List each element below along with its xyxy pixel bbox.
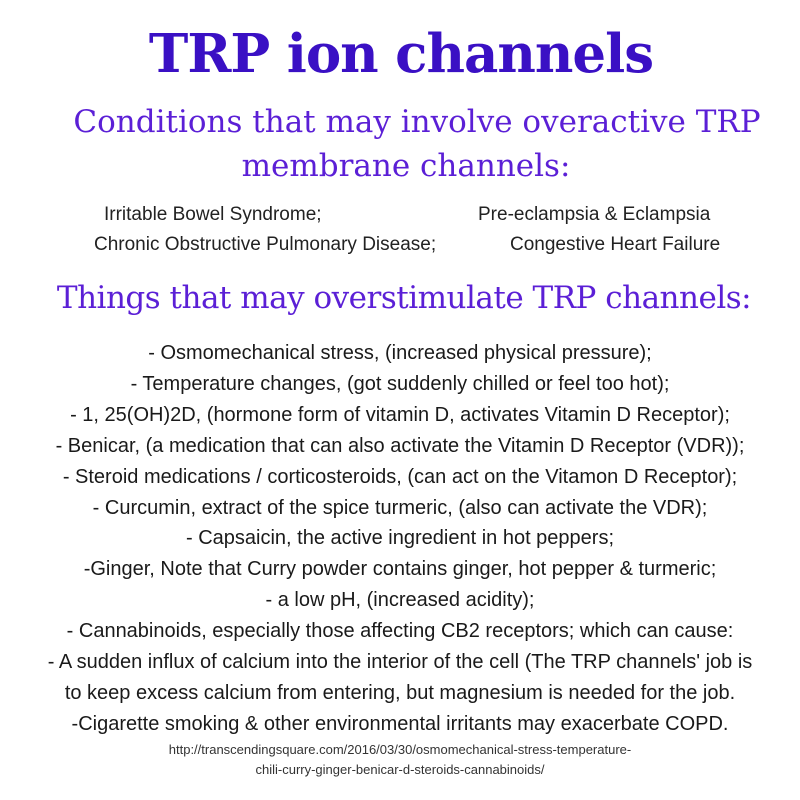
source-url-line-2: chili-curry-ginger-benicar-d-steroids-cannabinoids/: [255, 762, 545, 777]
list-item: - a low pH, (increased acidity);: [265, 589, 535, 612]
list-item: - Osmomechanical stress, (increased physical pressure);: [148, 342, 652, 364]
conditions-heading-line-2: membrane channels:: [241, 148, 571, 184]
list-item: - Capsaicin, the active ingredient in hot peppers;: [185, 527, 615, 550]
source-url-line-1: http://transcendingsquare.com/2016/03/30/osmomechanical-stress-temperature-: [168, 742, 632, 757]
condition-item: Congestive Heart Failure: [510, 234, 721, 255]
list-item: -Cigarette smoking & other environmental irritants may exacerbate COPD.: [71, 712, 729, 735]
list-item: - A sudden influx of calcium into the interior of the cell (The TRP channels' job is: [47, 651, 753, 674]
list-item: to keep excess calcium from entering, but magnesium is needed for the job.: [64, 681, 736, 704]
overstimulate-list: [0, 338, 800, 740]
condition-item: Pre-eclampsia & Eclampsia: [478, 204, 711, 225]
list-item: - Benicar, (a medication that can also activate the Vitamin D Receptor (VDR));: [55, 434, 745, 457]
list-item: - Cannabinoids, especially those affecting CB2 receptors; which can cause:: [66, 620, 734, 643]
list-item: - Steroid medications / corticosteroids, (can act on the Vitamon D Receptor);: [62, 465, 738, 488]
condition-item: Chronic Obstructive Pulmonary Disease;: [94, 234, 437, 255]
list-item: - 1, 25(OH)2D, (hormone form of vitamin D, activates Vitamin D Receptor);: [70, 403, 730, 426]
overstimulate-heading: Things that may overstimulate TRP channels:: [56, 280, 752, 316]
source-url: [0, 740, 800, 780]
conditions-heading-line-1: Conditions that may involve overactive TRP: [73, 104, 761, 140]
condition-item: Irritable Bowel Syndrome;: [104, 204, 322, 225]
list-item: - Curcumin, extract of the spice turmeric, (also can activate the VDR);: [92, 496, 708, 519]
list-item: - Temperature changes, (got suddenly chilled or feel too hot);: [130, 372, 670, 395]
page-title: TRP ion channels: [148, 23, 654, 85]
list-item: -Ginger, Note that Curry powder contains ginger, hot pepper & turmeric;: [83, 558, 717, 581]
conditions-heading: [0, 100, 800, 188]
